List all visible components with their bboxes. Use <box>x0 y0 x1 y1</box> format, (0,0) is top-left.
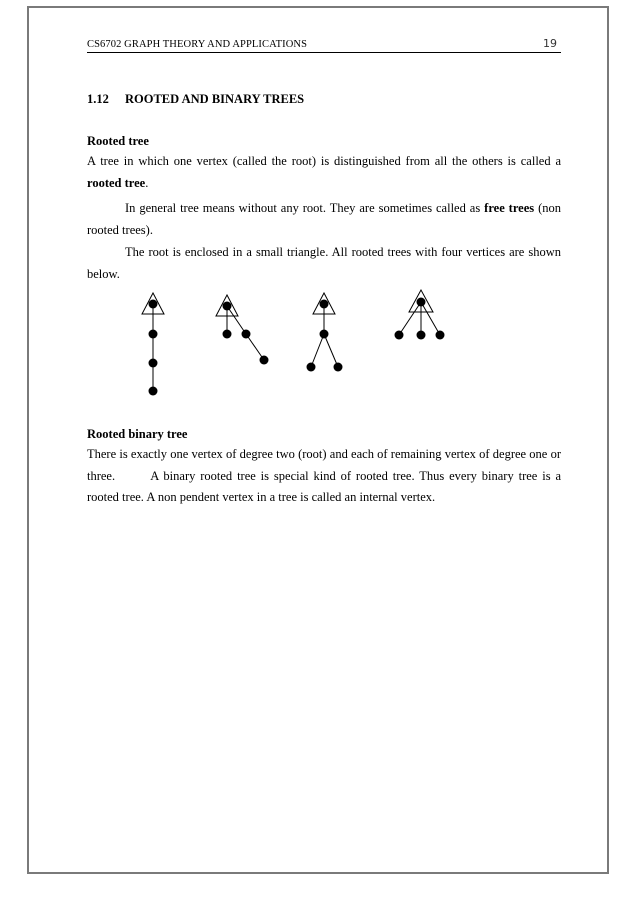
tree-4-vertex <box>395 331 404 340</box>
section-heading: ROOTED AND BINARY TREES <box>125 92 305 106</box>
p1-bold-term: rooted tree <box>87 175 146 190</box>
p2-start: In general tree means without any root. They are sometimes called as <box>125 201 481 215</box>
rooted-tree-heading: Rooted tree <box>87 134 149 148</box>
section-number: 1.12 <box>87 92 109 106</box>
p2-bold-term: free trees <box>484 201 535 215</box>
tree-2-vertex <box>223 330 232 339</box>
tree-2-root-vertex <box>223 302 232 311</box>
tree-3-vertex <box>307 363 316 372</box>
p1-end: . <box>145 175 149 190</box>
tree-2-vertex <box>242 330 251 339</box>
tree-4 <box>399 290 440 335</box>
rooted-binary-tree-heading: Rooted binary tree <box>87 427 188 441</box>
page-number: 19 <box>543 37 557 50</box>
p1-line-1: A tree in which one vertex (called the root) is distinguished from all the others is called a <box>87 154 561 168</box>
tree-3-root-vertex <box>320 300 329 309</box>
binary-p2: A binary rooted tree is special kind of rooted tree. Thus every binary tree is a rooted tree. A non pendent vertex in a tree is called an internal vertex. <box>87 468 561 504</box>
rooted-binary-tree-paragraph <box>87 444 561 509</box>
p2-end: (non rooted trees). <box>87 201 562 237</box>
tree-3-vertex <box>334 363 343 372</box>
header-title: CS6702 GRAPH THEORY AND APPLICATIONS <box>87 39 308 50</box>
tree-1-root-vertex <box>149 300 158 309</box>
tree-3-vertex <box>320 330 329 339</box>
tree-4-root-vertex <box>417 298 426 307</box>
tree-2-vertex <box>260 356 269 365</box>
tree-1-vertex <box>149 359 158 368</box>
rooted-tree-paragraph-3: The root is enclosed in a small triangle. All rooted trees with four vertices are shown below. <box>87 245 561 281</box>
binary-p1: There is exactly one vertex of degree two (root) and each of remaining vertex of degree one or three. <box>87 447 561 483</box>
tree-4-vertex <box>417 331 426 340</box>
tree-4-vertex <box>436 331 445 340</box>
tree-1-vertex <box>149 387 158 396</box>
tree-1-vertex <box>149 330 158 339</box>
